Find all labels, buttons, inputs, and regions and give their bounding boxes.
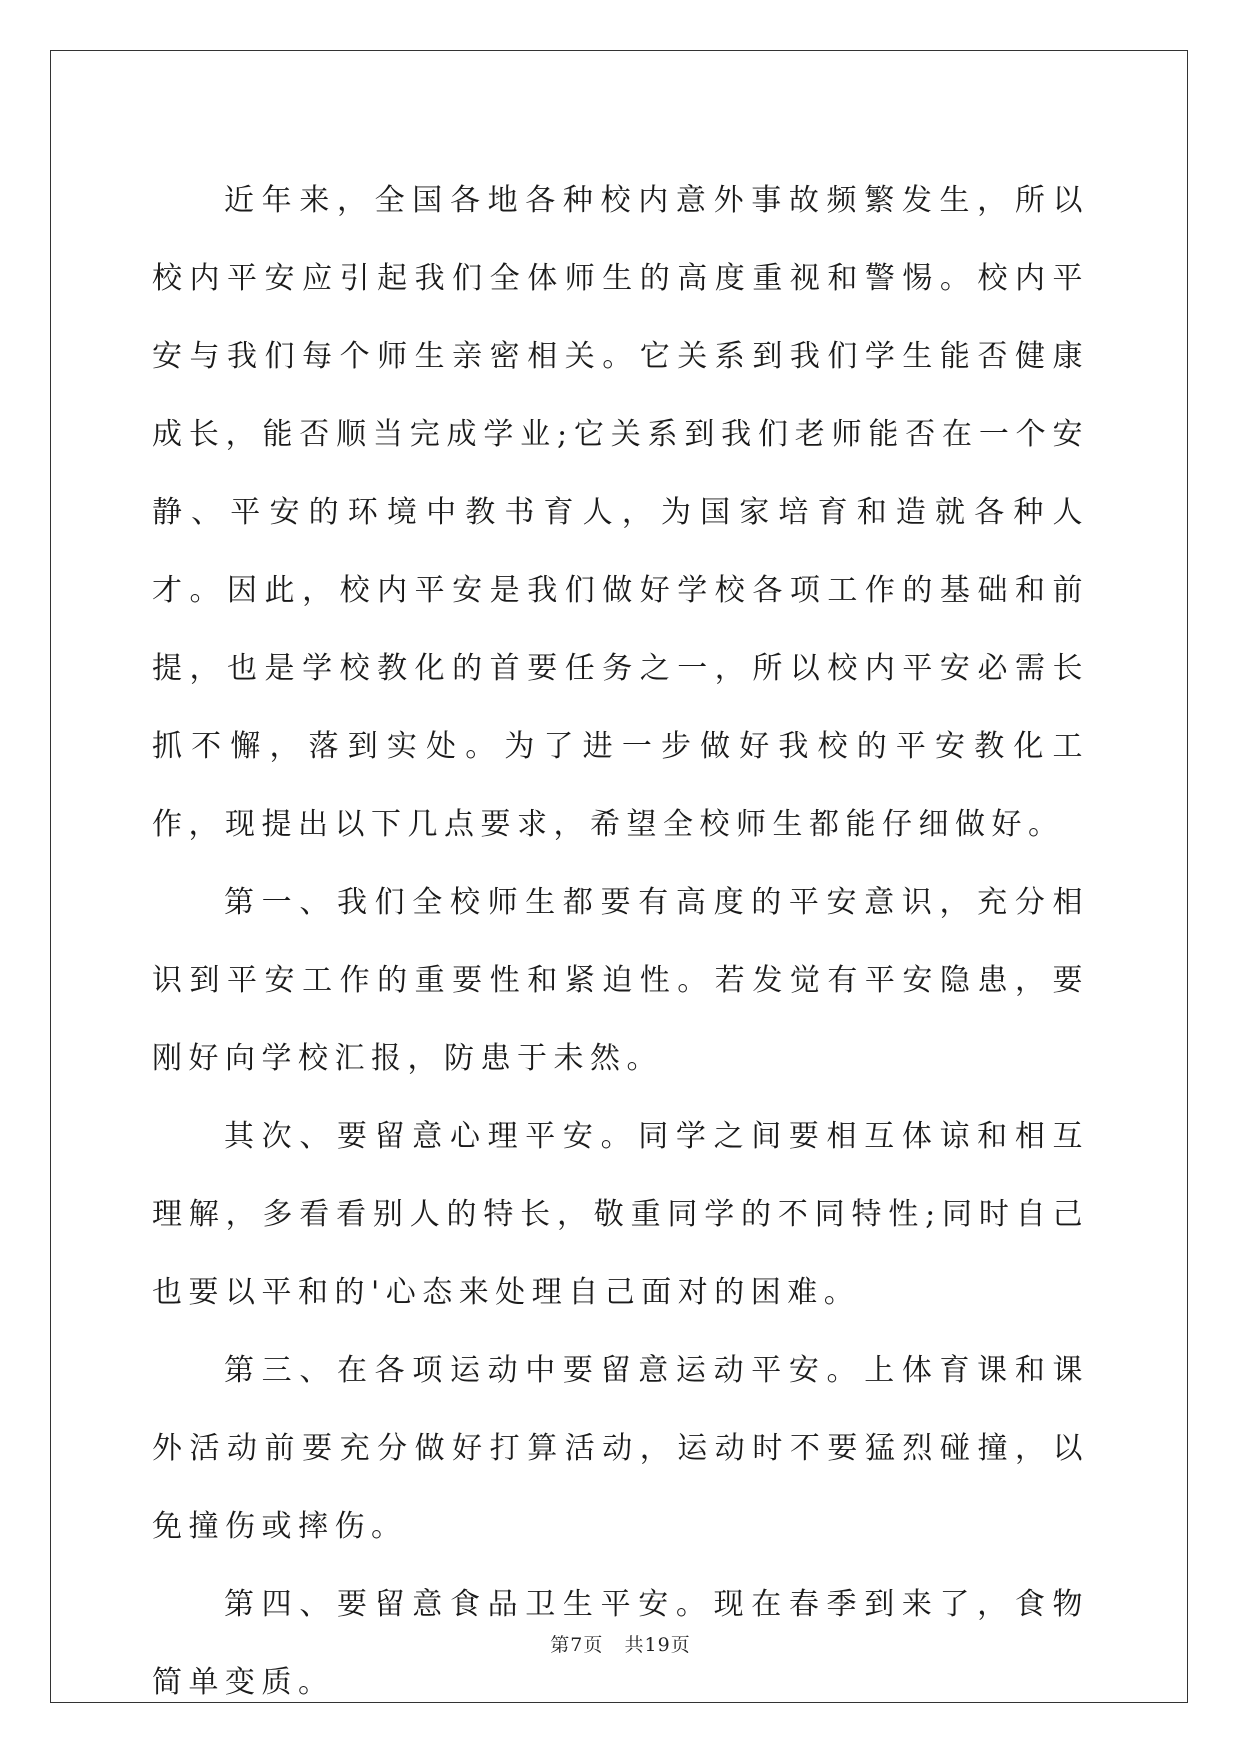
paragraph-fourth: 第四、要留意食品卫生平安。现在春季到来了，食物简单变质。 [152,1587,1089,1700]
paragraph-third: 第三、在各项运动中要留意运动平安。上体育课和课外活动前要充分做好打算活动，运动时不要猛烈碰撞，以免撞伤或摔伤。 [152,1353,1089,1544]
document-body [152,162,1089,1722]
paragraph-intro: 近年来，全国各地各种校内意外事故频繁发生，所以校内平安应引起我们全体师生的高度重视和警惕。校内平安与我们每个师生亲密相关。它关系到我们学生能否健康成长，能否顺当完成学业;它关系到我们老师能否在一个安静、平安的环境中教书育人，为国家培育和造就各种人才。因此，校内平安是我们做好学校各项工作的基础和前提，也是学校教化的首要任务之一，所以校内平安必需长抓不懈，落到实处。为了进一步做好我校的平安教化工作，现提出以下几点要求，希望全校师生都能仔细做好。 [152,183,1089,842]
page-footer [0,1630,1241,1657]
paragraph-first: 第一、我们全校师生都要有高度的平安意识，充分相识到平安工作的重要性和紧迫性。若发觉有平安隐患，要刚好向学校汇报，防患于未然。 [152,885,1089,1076]
page-number: 第7页 [550,1634,604,1656]
page-total: 共19页 [624,1634,691,1656]
paragraph-second: 其次、要留意心理平安。同学之间要相互体谅和相互理解，多看看别人的特长，敬重同学的不同特性;同时自己也要以平和的'心态来处理自己面对的困难。 [152,1119,1089,1310]
